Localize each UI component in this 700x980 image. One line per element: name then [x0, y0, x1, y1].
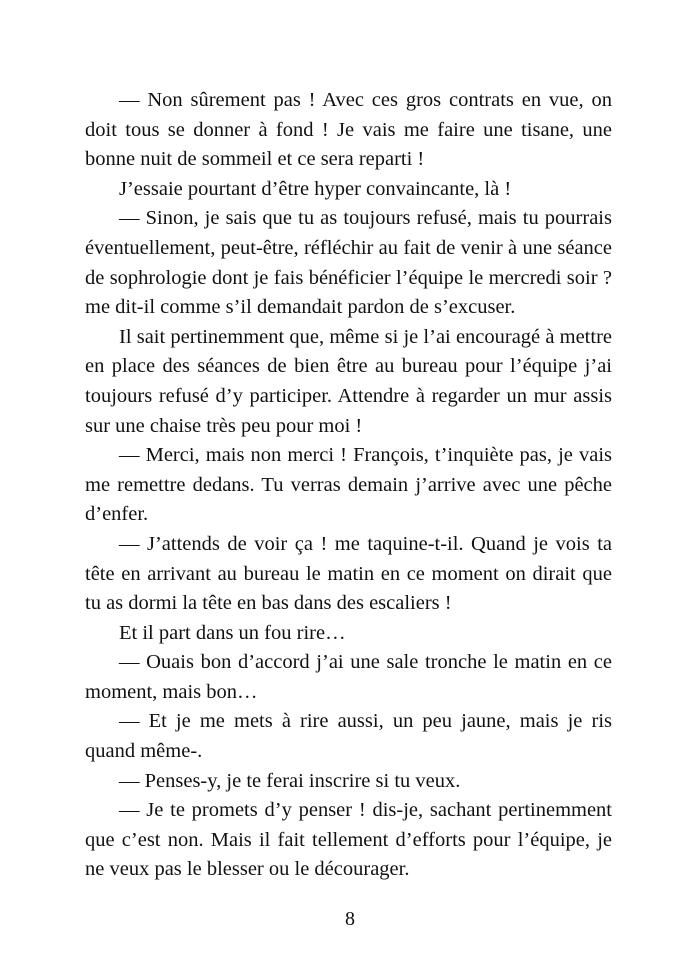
paragraph: — J’attends de voir ça ! me taquine-t-il. Quand je vois ta tête en arrivant au bureau le matin en ce moment on dirait que tu as dormi la tête en bas dans des escaliers !	[85, 532, 612, 615]
paragraph: — Merci, mais non merci ! François, t’inquiète pas, je vais me remettre dedans. Tu verras demain j’arrive avec une pêche d’enfer.	[85, 444, 612, 526]
paragraph: Et il part dans un fou rire…	[119, 621, 346, 644]
body-text	[85, 86, 612, 885]
paragraph: Il sait pertinemment que, même si je l’ai encouragé à mettre en place des séances de bien être au bureau pour l’équipe j’ai toujours refusé d’y participer. Attendre à regarder un mur assis sur une chaise très peu pour moi !	[85, 325, 612, 437]
paragraph: — Et je me mets à rire aussi, un peu jaune, mais je ris quand même-.	[85, 710, 612, 763]
paragraph: — Je te promets d’y penser ! dis-je, sachant pertinemment que c’est non. Mais il fait tellement d’efforts pour l’équipe, je ne veux pas le blesser ou le décourager.	[85, 799, 612, 881]
page-number: 8	[345, 908, 355, 930]
paragraph: — Sinon, je sais que tu as toujours refusé, mais tu pourrais éventuellement, peut-être, réfléchir au fait de venir à une séance de sophrologie dont je fais bénéficier l’équipe le mercredi soir ? me dit-il comme s’il demandait pardon de s’excuser.	[85, 207, 612, 319]
paragraph: — Ouais bon d’accord j’ai une sale tronche le matin en ce moment, mais bon…	[85, 651, 612, 703]
paragraph: J’essaie pourtant d’être hyper convaincante, là !	[119, 177, 512, 200]
paragraph: — Non sûrement pas ! Avec ces gros contrats en vue, on doit tous se donner à fond ! Je vais me faire une tisane, une bonne nuit de sommeil et ce sera reparti !	[85, 89, 612, 171]
paragraph: — Penses-y, je te ferai inscrire si tu veux.	[119, 769, 461, 792]
